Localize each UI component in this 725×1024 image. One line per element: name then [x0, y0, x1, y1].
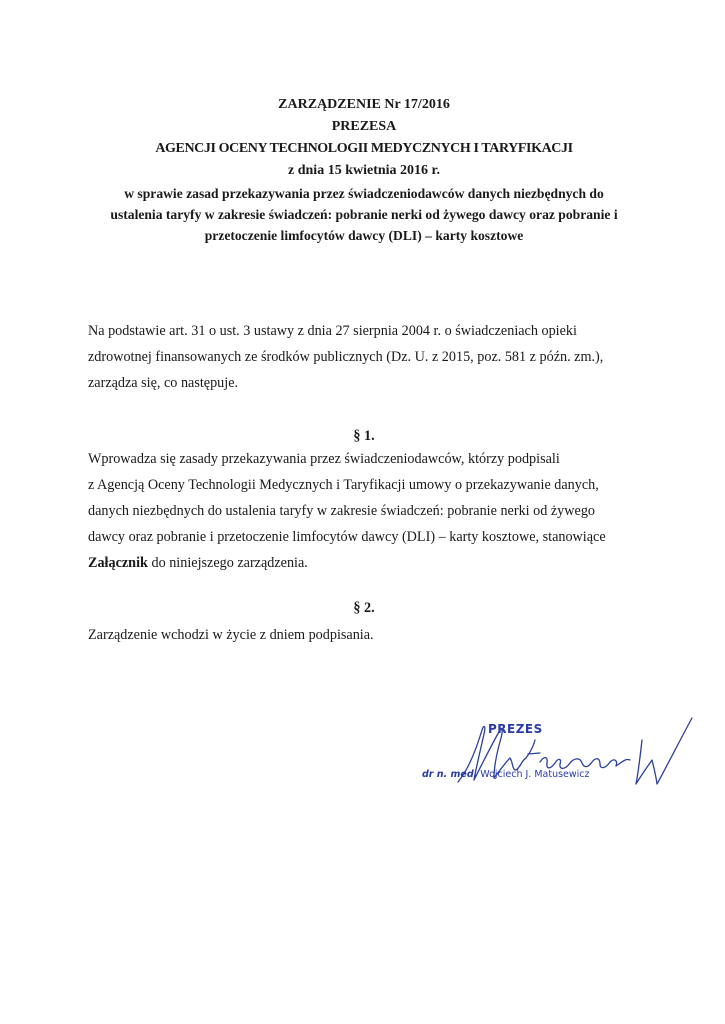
issuer-role: PREZESA	[331, 119, 397, 134]
stamp-title: PREZES	[488, 722, 543, 736]
section-1-line	[88, 550, 638, 576]
subject-line: w sprawie zasad przekazywania przez świadczeniodawców danych niezbędnych do	[124, 186, 604, 201]
stamp-name-text: Wojciech J. Matusewicz	[480, 769, 590, 780]
president-stamp	[410, 700, 710, 810]
section-2-body	[88, 622, 638, 648]
preamble-line: Na podstawie art. 31 o ust. 3 ustawy z dnia 27 sierpnia 2004 r. o świadczeniach opieki	[88, 323, 577, 339]
section-1-line-end: do niniejszego zarządzenia.	[147, 555, 308, 571]
stamp-name	[422, 769, 590, 780]
section-1-mark: § 1.	[353, 428, 375, 444]
subject-line: ustalenia taryfy w zakresie świadczeń: pobranie nerki od żywego dawcy oraz pobranie i	[110, 207, 618, 222]
preamble-line: zarządza się, co następuje.	[88, 375, 239, 391]
handwritten-signature	[410, 700, 710, 810]
section-1-line: z Agencją Oceny Technologii Medycznych i Taryfikacji umowy o przekazywanie danych,	[88, 477, 599, 493]
preamble	[88, 318, 638, 396]
section-1-line: Wprowadza się zasady przekazywania przez świadczeniodawców, którzy podpisali	[88, 451, 560, 467]
section-1-line: dawcy oraz pobranie i przetoczenie limfocytów dawcy (DLI) – karty kosztowe, stanowiące	[88, 529, 606, 545]
issue-date: z dnia 15 kwietnia 2016 r.	[288, 163, 440, 178]
stamp-name-prefix: dr n. med.	[422, 769, 478, 780]
document-subject	[60, 183, 668, 246]
subject-line: przetoczenie limfocytów dawcy (DLI) – karty kosztowe	[204, 228, 524, 243]
agency-name: AGENCJI OCENY TECHNOLOGII MEDYCZNYCH I TARYFIKACJI	[155, 141, 573, 156]
section-1-body	[88, 446, 638, 576]
section-2-text: Zarządzenie wchodzi w życie z dniem podpisania.	[88, 627, 374, 643]
attachment-label: Załącznik	[88, 555, 148, 571]
document-header	[60, 94, 668, 246]
document-title: ZARZĄDZENIE Nr 17/2016	[278, 97, 450, 112]
preamble-line: zdrowotnej finansowanych ze środków publicznych (Dz. U. z 2015, poz. 581 z późn. zm.),	[88, 349, 604, 365]
section-2-mark: § 2.	[353, 600, 375, 616]
section-1-line: danych niezbędnych do ustalenia taryfy w zakresie świadczeń: pobranie nerki od żywego	[88, 503, 596, 519]
